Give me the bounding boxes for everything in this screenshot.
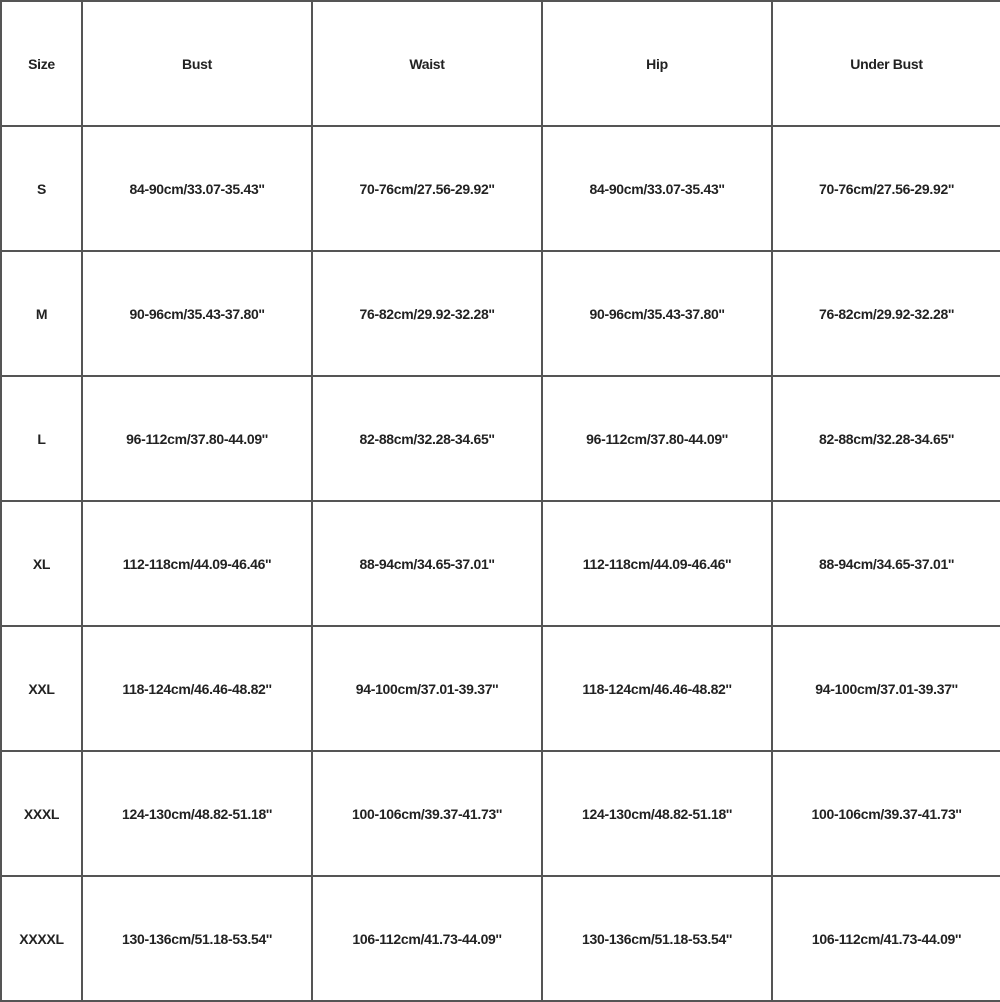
hip-cell: 118-124cm/46.46-48.82'' <box>542 626 772 751</box>
size-cell: M <box>1 251 82 376</box>
table-row <box>1 126 1000 251</box>
under-bust-cell: 76-82cm/29.92-32.28'' <box>772 251 1000 376</box>
waist-cell: 106-112cm/41.73-44.09'' <box>312 876 542 1001</box>
under-bust-cell: 70-76cm/27.56-29.92'' <box>772 126 1000 251</box>
bust-cell: 96-112cm/37.80-44.09'' <box>82 376 312 501</box>
header-bust: Bust <box>82 1 312 126</box>
waist-cell: 70-76cm/27.56-29.92'' <box>312 126 542 251</box>
size-cell: XL <box>1 501 82 626</box>
under-bust-cell: 106-112cm/41.73-44.09'' <box>772 876 1000 1001</box>
hip-cell: 84-90cm/33.07-35.43'' <box>542 126 772 251</box>
table-row <box>1 376 1000 501</box>
bust-cell: 124-130cm/48.82-51.18'' <box>82 751 312 876</box>
header-size: Size <box>1 1 82 126</box>
header-waist: Waist <box>312 1 542 126</box>
table-row <box>1 876 1000 1001</box>
waist-cell: 82-88cm/32.28-34.65'' <box>312 376 542 501</box>
size-cell: XXXL <box>1 751 82 876</box>
header-under-bust: Under Bust <box>772 1 1000 126</box>
under-bust-cell: 94-100cm/37.01-39.37'' <box>772 626 1000 751</box>
waist-cell: 94-100cm/37.01-39.37'' <box>312 626 542 751</box>
hip-cell: 124-130cm/48.82-51.18'' <box>542 751 772 876</box>
table-row <box>1 751 1000 876</box>
size-cell: XXL <box>1 626 82 751</box>
header-row <box>1 1 1000 126</box>
under-bust-cell: 100-106cm/39.37-41.73'' <box>772 751 1000 876</box>
waist-cell: 88-94cm/34.65-37.01'' <box>312 501 542 626</box>
header-hip: Hip <box>542 1 772 126</box>
table-row <box>1 501 1000 626</box>
under-bust-cell: 88-94cm/34.65-37.01'' <box>772 501 1000 626</box>
under-bust-cell: 82-88cm/32.28-34.65'' <box>772 376 1000 501</box>
size-cell: S <box>1 126 82 251</box>
bust-cell: 90-96cm/35.43-37.80'' <box>82 251 312 376</box>
waist-cell: 100-106cm/39.37-41.73'' <box>312 751 542 876</box>
waist-cell: 76-82cm/29.92-32.28'' <box>312 251 542 376</box>
hip-cell: 112-118cm/44.09-46.46'' <box>542 501 772 626</box>
size-cell: L <box>1 376 82 501</box>
hip-cell: 90-96cm/35.43-37.80'' <box>542 251 772 376</box>
bust-cell: 112-118cm/44.09-46.46'' <box>82 501 312 626</box>
bust-cell: 118-124cm/46.46-48.82'' <box>82 626 312 751</box>
hip-cell: 96-112cm/37.80-44.09'' <box>542 376 772 501</box>
table-row <box>1 251 1000 376</box>
size-cell: XXXXL <box>1 876 82 1001</box>
bust-cell: 84-90cm/33.07-35.43'' <box>82 126 312 251</box>
table-row <box>1 626 1000 751</box>
hip-cell: 130-136cm/51.18-53.54'' <box>542 876 772 1001</box>
bust-cell: 130-136cm/51.18-53.54'' <box>82 876 312 1001</box>
